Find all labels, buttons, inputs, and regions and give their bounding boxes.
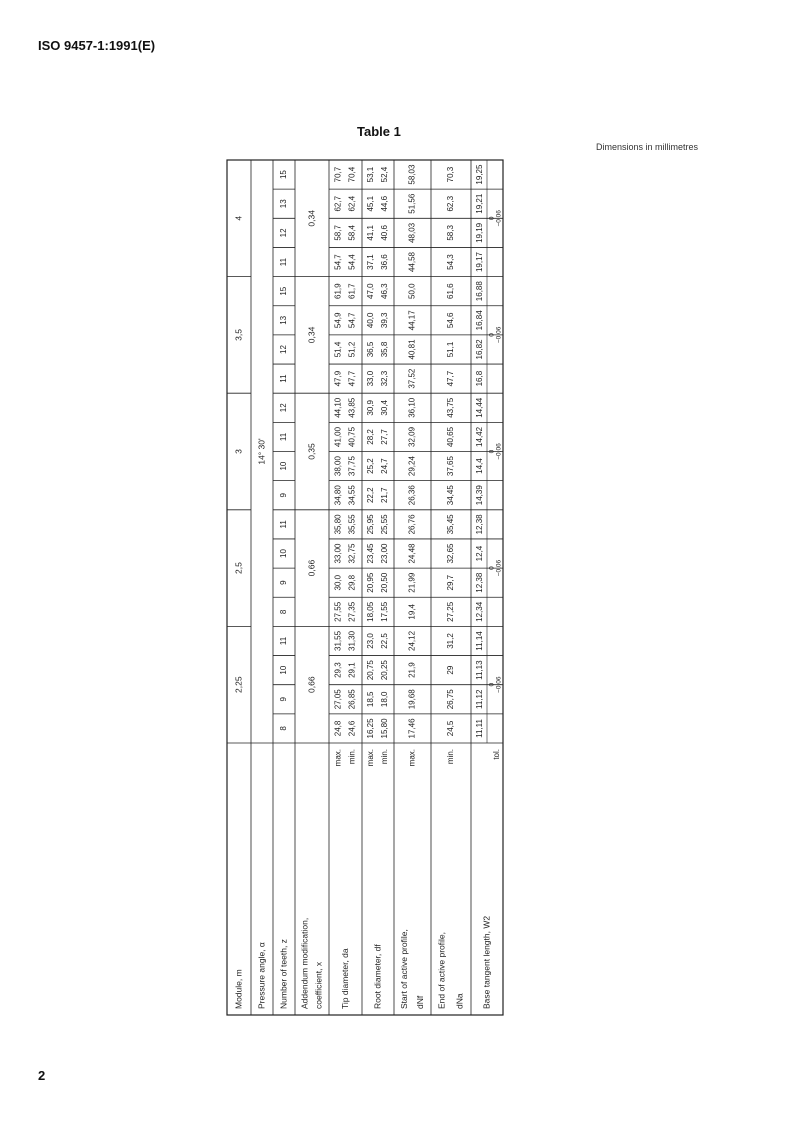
base-tangent-value: 11,13: [475, 660, 485, 680]
start-active-value: 48,03: [407, 222, 417, 243]
teeth-value: 12: [279, 345, 289, 354]
base-tangent-value: 16,84: [475, 310, 485, 331]
tip-min-value: 58,4: [347, 225, 357, 241]
root-min-value: 36,6: [380, 254, 390, 270]
tip-min-value: 24,6: [347, 720, 357, 737]
label-addendum-line2: coefficient, x: [313, 961, 324, 1009]
tip-max-value: 24,8: [333, 720, 343, 737]
teeth-value: 9: [279, 697, 289, 702]
dimensions-note: Dimensions in millimetres: [596, 142, 699, 152]
base-tangent-value: 19,17: [475, 252, 485, 273]
start-active-value: 19,4: [407, 604, 417, 620]
end-active-value: 27,25: [446, 601, 456, 622]
root-min-value: 27,7: [380, 429, 390, 445]
root-min-marker: min.: [380, 749, 390, 765]
start-active-value: 17,46: [407, 718, 417, 739]
tip-max-value: 54,9: [333, 312, 343, 329]
tolerance-upper: 0: [488, 216, 496, 221]
start-active-value: 44,58: [407, 252, 417, 273]
teeth-value: 11: [279, 374, 289, 383]
tip-min-value: 29,8: [347, 574, 357, 591]
start-active-value: 44,17: [407, 310, 417, 331]
addendum-coefficient-value: 0,66: [306, 559, 317, 577]
start-active-value: 40,81: [407, 339, 417, 360]
tolerance-upper: 0: [488, 333, 496, 337]
root-min-value: 17,55: [380, 601, 390, 622]
tip-min-value: 43,85: [347, 397, 357, 418]
module-value: 3: [233, 449, 244, 454]
tip-max-value: 27,55: [333, 601, 343, 622]
root-max-marker: max.: [366, 749, 376, 767]
addendum-coefficient-value: 0,34: [306, 210, 317, 227]
root-max-value: 18,5: [366, 691, 376, 708]
end-active-value: 40,65: [446, 426, 456, 447]
end-active-value: 43,75: [446, 397, 456, 418]
label-addendum-line1: Addendum modification,: [299, 917, 310, 1009]
tip-max-value: 29,3: [333, 662, 343, 678]
root-min-value: 30,4: [380, 399, 390, 416]
document-header: ISO 9457-1:1991(E): [38, 38, 156, 53]
teeth-value: 15: [279, 286, 289, 296]
table-border: [227, 160, 503, 1015]
tip-min-value: 29,1: [347, 662, 357, 678]
teeth-value: 11: [279, 257, 289, 267]
root-max-value: 22,2: [366, 487, 376, 504]
root-max-value: 47,0: [366, 283, 376, 299]
tip-max-value: 41,00: [333, 426, 343, 447]
root-max-value: 41,1: [366, 225, 376, 241]
root-max-value: 25,2: [366, 458, 376, 474]
root-max-value: 30,9: [366, 399, 376, 416]
addendum-coefficient-value: 0,35: [306, 443, 317, 460]
module-value: 4: [233, 215, 244, 221]
teeth-value: 11: [279, 520, 289, 529]
teeth-value: 12: [279, 403, 289, 413]
tip-max-value: 47,9: [333, 370, 343, 387]
end-active-value: 35,45: [446, 514, 456, 535]
base-tangent-value: 16,8: [475, 370, 485, 387]
start-active-value: 51,56: [407, 193, 417, 214]
tip-min-value: 54,7: [347, 312, 357, 329]
tip-min-value: 62,4: [347, 195, 357, 212]
label-start-active-line2: dNf: [414, 995, 425, 1009]
tip-min-value: 47,7: [347, 370, 357, 387]
tip-min-value: 26,85: [347, 689, 357, 710]
base-tangent-value: 12,4: [475, 545, 485, 562]
base-tangent-value: 11,12: [475, 689, 485, 709]
tolerance-lower: −0,06: [495, 559, 503, 577]
end-active-value: 26,75: [446, 689, 456, 710]
root-min-value: 20,50: [380, 572, 390, 593]
root-max-value: 23,45: [366, 543, 376, 564]
tip-max-marker: max.: [333, 749, 343, 767]
tolerance-upper: 0: [488, 566, 496, 570]
teeth-value: 10: [279, 665, 289, 675]
root-max-value: 33,0: [366, 370, 376, 387]
end-min-marker: min.: [446, 749, 456, 765]
table-title: Table 1: [357, 124, 401, 139]
tolerance-upper: 0: [488, 449, 496, 454]
pressure-angle-value: 14° 30': [256, 438, 267, 465]
label-root-diameter: Root diameter, df: [372, 944, 383, 1009]
start-active-value: 21,99: [407, 572, 417, 593]
end-active-value: 61,6: [446, 283, 456, 299]
root-min-value: 23,00: [380, 543, 390, 564]
label-tip-diameter: Tip diameter, da: [339, 948, 350, 1009]
start-active-value: 19,68: [407, 689, 417, 710]
start-active-value: 26,76: [407, 514, 417, 535]
end-active-value: 24,5: [446, 720, 456, 737]
base-tangent-value: 12,38: [475, 514, 485, 535]
label-module: Module, m: [233, 969, 244, 1009]
tip-max-value: 44,10: [333, 397, 343, 418]
root-min-value: 25,55: [380, 514, 390, 535]
tip-max-value: 54,7: [333, 254, 343, 270]
tip-min-value: 54,4: [347, 254, 357, 270]
root-max-value: 36,5: [366, 341, 376, 358]
base-tangent-value: 14,4: [475, 458, 485, 474]
base-tangent-value: 19,21: [475, 193, 485, 214]
root-min-value: 52,4: [380, 166, 390, 183]
teeth-value: 13: [279, 315, 289, 325]
root-max-value: 20,95: [366, 572, 376, 593]
start-active-value: 37,52: [407, 368, 417, 389]
tolerance-lower: −0,06: [495, 326, 503, 344]
label-start-active-line1: Start of active profile,: [398, 929, 409, 1009]
root-max-value: 40,0: [366, 312, 376, 329]
tolerance-lower: −0,06: [495, 210, 503, 227]
tip-max-value: 62,7: [333, 195, 343, 212]
root-min-value: 24,7: [380, 458, 390, 474]
tip-min-value: 31,30: [347, 630, 357, 651]
start-max-marker: max.: [407, 749, 417, 767]
start-active-value: 26,36: [407, 485, 417, 506]
root-max-value: 16,25: [366, 718, 376, 739]
root-min-value: 15,80: [380, 718, 390, 739]
teeth-value: 15: [279, 170, 289, 180]
end-active-value: 70,3: [446, 166, 456, 183]
end-active-value: 32,65: [446, 543, 456, 564]
base-tangent-value: 14,39: [475, 485, 485, 506]
root-min-value: 20,25: [380, 660, 390, 681]
teeth-value: 8: [279, 726, 289, 731]
label-base-tangent: Base tangent length, W2: [481, 915, 492, 1009]
end-active-value: 54,3: [446, 254, 456, 270]
teeth-value: 10: [279, 461, 289, 471]
tip-max-value: 61,9: [333, 283, 343, 299]
start-active-value: 50,0: [407, 283, 417, 299]
root-max-value: 37,1: [366, 254, 376, 270]
label-end-active-line2: dNa: [454, 993, 465, 1009]
tip-min-marker: min.: [347, 749, 357, 765]
end-active-value: 54,6: [446, 312, 456, 329]
start-active-value: 21,9: [407, 662, 417, 678]
start-active-value: 29,24: [407, 456, 417, 477]
root-max-value: 53,1: [366, 166, 376, 183]
base-tangent-value: 12,38: [475, 572, 485, 593]
page-number: 2: [38, 1068, 46, 1083]
end-active-value: 29: [446, 665, 456, 675]
teeth-value: 9: [279, 492, 289, 498]
end-active-value: 58,3: [446, 225, 456, 241]
root-min-value: 22,5: [380, 633, 390, 649]
base-tangent-value: 11,11: [475, 719, 485, 738]
root-min-value: 39,3: [380, 312, 390, 329]
start-active-value: 58,03: [407, 164, 417, 185]
tip-min-value: 61,7: [347, 283, 357, 299]
teeth-value: 11: [279, 432, 289, 442]
end-active-value: 47,7: [446, 370, 456, 387]
teeth-value: 12: [279, 228, 289, 238]
root-max-value: 25,95: [366, 514, 376, 535]
table-grid: [227, 160, 503, 1015]
tip-min-value: 37,75: [347, 456, 357, 477]
base-tangent-value: 16,88: [475, 281, 485, 302]
root-max-value: 20,75: [366, 660, 376, 681]
base-tangent-value: 11,14: [475, 631, 485, 651]
tip-max-value: 38,00: [333, 456, 343, 477]
base-tangent-value: 19,25: [475, 164, 485, 185]
end-active-value: 51,1: [446, 341, 456, 358]
tip-min-value: 40,75: [347, 426, 357, 447]
tip-min-value: 34,55: [347, 485, 357, 506]
tip-max-value: 51,4: [333, 341, 343, 358]
module-value: 2,25: [233, 676, 244, 693]
root-max-value: 18,05: [366, 601, 376, 622]
end-active-value: 31,2: [446, 633, 456, 649]
tip-min-value: 35,55: [347, 514, 357, 535]
tip-min-value: 51,2: [347, 341, 357, 358]
base-tangent-value: 14,44: [475, 397, 485, 418]
label-pressure-angle: Pressure angle, α: [256, 942, 267, 1009]
base-tangent-value: 14,42: [475, 426, 485, 447]
tip-min-value: 70,4: [347, 166, 357, 183]
tip-max-value: 58,7: [333, 225, 343, 241]
root-max-value: 28,2: [366, 429, 376, 445]
tip-min-value: 32,75: [347, 543, 357, 564]
module-value: 2,5: [233, 562, 244, 575]
start-active-value: 24,48: [407, 543, 417, 564]
start-active-value: 24,12: [407, 630, 417, 651]
base-tol-marker: tol.: [492, 749, 502, 760]
module-value: 3,5: [233, 328, 244, 341]
base-tangent-value: 19,19: [475, 222, 485, 243]
tolerance-upper: 0: [488, 682, 496, 687]
tip-min-value: 27,35: [347, 601, 357, 622]
root-max-value: 23,0: [366, 633, 376, 649]
root-min-value: 46,3: [380, 283, 390, 299]
label-end-active-line1: End of active profile,: [436, 931, 447, 1009]
teeth-value: 10: [279, 549, 289, 558]
addendum-coefficient-value: 0,66: [306, 676, 317, 693]
tip-max-value: 70,7: [333, 166, 343, 183]
root-min-value: 32,3: [380, 370, 390, 387]
end-active-value: 34,45: [446, 485, 456, 506]
label-number-of-teeth: Number of teeth, z: [278, 939, 289, 1009]
tip-max-value: 31,55: [333, 630, 343, 651]
tip-max-value: 27,05: [333, 689, 343, 710]
root-min-value: 18,0: [380, 691, 390, 708]
tip-max-value: 30,0: [333, 574, 343, 591]
teeth-value: 11: [279, 636, 289, 646]
teeth-value: 13: [279, 199, 289, 209]
start-active-value: 36,10: [407, 397, 417, 418]
end-active-value: 37,65: [446, 456, 456, 477]
end-active-value: 29,7: [446, 574, 456, 591]
tip-max-value: 35,80: [333, 514, 343, 535]
base-tangent-value: 16,82: [475, 339, 485, 360]
root-min-value: 44,6: [380, 195, 390, 212]
addendum-coefficient-value: 0,34: [306, 326, 317, 344]
root-min-value: 21,7: [380, 487, 390, 504]
root-min-value: 35,8: [380, 341, 390, 358]
tolerance-lower: −0,06: [495, 443, 503, 460]
tip-max-value: 34,80: [333, 485, 343, 506]
root-min-value: 40,6: [380, 225, 390, 241]
tip-max-value: 33,00: [333, 543, 343, 564]
start-active-value: 32,09: [407, 426, 417, 447]
teeth-value: 9: [279, 580, 289, 585]
teeth-value: 8: [279, 609, 289, 615]
root-max-value: 45,1: [366, 195, 376, 212]
base-tangent-value: 12,34: [475, 601, 485, 622]
end-active-value: 62,3: [446, 195, 456, 212]
tolerance-lower: −0,06: [495, 676, 503, 693]
